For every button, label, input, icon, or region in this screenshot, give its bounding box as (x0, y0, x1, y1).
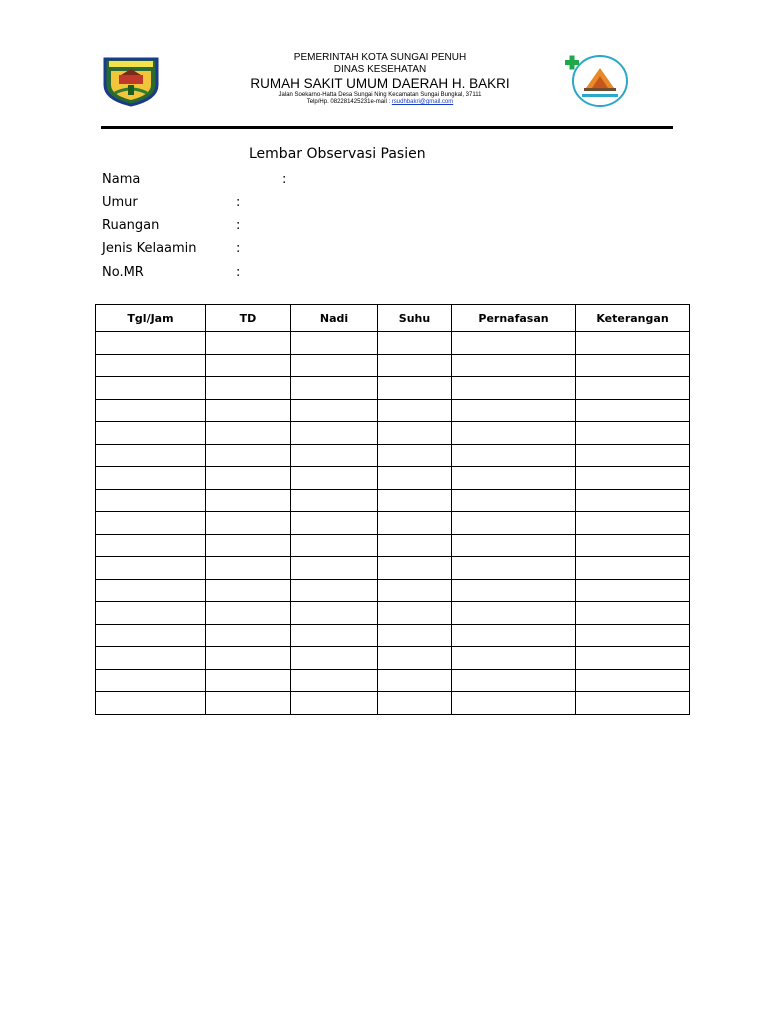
table-row (96, 489, 690, 512)
table-cell (206, 512, 291, 535)
table-row (96, 692, 690, 715)
department-line: DINAS KESEHATAN (333, 64, 427, 75)
table-cell (96, 444, 206, 467)
table-cell (291, 332, 378, 355)
table-cell (206, 422, 291, 445)
table-cell (576, 467, 690, 490)
table-cell (96, 647, 206, 670)
table-cell (378, 512, 452, 535)
email-link[interactable]: rsudhbakri@gmail.com (391, 99, 454, 105)
table-cell (452, 534, 576, 557)
table-cell (452, 399, 576, 422)
table-cell (96, 422, 206, 445)
table-cell (291, 669, 378, 692)
table-cell (291, 444, 378, 467)
table-cell (206, 579, 291, 602)
table-cell (576, 422, 690, 445)
table-cell (576, 557, 690, 580)
table-cell (96, 399, 206, 422)
table-cell (291, 557, 378, 580)
table-cell (576, 669, 690, 692)
table-cell (206, 647, 291, 670)
table-cell (291, 579, 378, 602)
table-cell (452, 647, 576, 670)
table-cell (378, 444, 452, 467)
table-row (96, 512, 690, 535)
table-cell (291, 647, 378, 670)
page-title: Lembar Observasi Pasien (249, 146, 426, 162)
hospital-logo-icon (564, 54, 630, 108)
table-row (96, 669, 690, 692)
table-cell (206, 354, 291, 377)
government-line: PEMERINTAH KOTA SUNGAI PENUH (293, 52, 467, 63)
table-cell (576, 692, 690, 715)
table-body (96, 332, 690, 715)
table-cell (291, 399, 378, 422)
letterhead (230, 52, 530, 106)
table-cell (96, 489, 206, 512)
table-cell (452, 422, 576, 445)
table-cell (291, 534, 378, 557)
table-cell (206, 602, 291, 625)
table-cell (96, 534, 206, 557)
table-cell (378, 422, 452, 445)
table-cell (206, 534, 291, 557)
table-row (96, 647, 690, 670)
table-row (96, 557, 690, 580)
table-cell (378, 467, 452, 490)
table-cell (206, 692, 291, 715)
table-cell (452, 444, 576, 467)
table-cell (378, 624, 452, 647)
table-cell (291, 624, 378, 647)
table-cell (96, 624, 206, 647)
table-cell (452, 692, 576, 715)
table-cell (96, 332, 206, 355)
table-cell (378, 534, 452, 557)
table-cell (576, 624, 690, 647)
observation-table (95, 304, 690, 715)
contact-line (230, 99, 530, 106)
table-cell (291, 377, 378, 400)
table-cell (378, 669, 452, 692)
field-label-no-mr: No.MR (102, 265, 144, 280)
table-row (96, 579, 690, 602)
table-cell (96, 692, 206, 715)
table-row (96, 444, 690, 467)
table-cell (96, 512, 206, 535)
table-cell (378, 692, 452, 715)
table-cell (452, 377, 576, 400)
table-row (96, 354, 690, 377)
table-cell (291, 422, 378, 445)
table-cell (291, 512, 378, 535)
table-cell (206, 332, 291, 355)
field-colon-umur: : (236, 195, 241, 210)
table-cell (576, 489, 690, 512)
field-label-ruangan: Ruangan (102, 218, 160, 233)
table-cell (576, 647, 690, 670)
table-cell (576, 602, 690, 625)
table-cell (206, 624, 291, 647)
table-cell (452, 332, 576, 355)
table-cell (452, 467, 576, 490)
table-row (96, 602, 690, 625)
table-row (96, 332, 690, 355)
table-cell (206, 669, 291, 692)
table-cell (291, 692, 378, 715)
table-cell (378, 647, 452, 670)
table-cell (576, 512, 690, 535)
table-cell (291, 602, 378, 625)
table-cell (452, 669, 576, 692)
column-header-keterangan: Keterangan (576, 305, 690, 332)
table-cell (378, 557, 452, 580)
table-cell (452, 624, 576, 647)
table-cell (576, 444, 690, 467)
table-header-row (96, 305, 690, 332)
table-row (96, 624, 690, 647)
table-cell (378, 579, 452, 602)
table-cell (96, 377, 206, 400)
table-cell (96, 557, 206, 580)
table-cell (576, 399, 690, 422)
field-colon-ruangan: : (236, 218, 241, 233)
table-cell (206, 467, 291, 490)
field-colon-no-mr: : (236, 265, 241, 280)
table-cell (452, 602, 576, 625)
table-cell (291, 467, 378, 490)
table-cell (96, 579, 206, 602)
table-cell (378, 399, 452, 422)
hospital-name: RUMAH SAKIT UMUM DAERAH H. BAKRI (250, 76, 510, 91)
column-header-tgl-jam: Tgl/Jam (96, 305, 206, 332)
column-header-pernafasan: Pernafasan (452, 305, 576, 332)
field-label-umur: Umur (102, 195, 138, 210)
table-cell (96, 602, 206, 625)
table-row (96, 467, 690, 490)
field-colon-nama: : (282, 172, 287, 187)
table-cell (206, 557, 291, 580)
table-cell (576, 377, 690, 400)
table-cell (378, 354, 452, 377)
table-cell (378, 602, 452, 625)
address-line: Jalan Soekarno-Hatta Desa Sungai Ning Kecamatan Sungai Bungkal, 37111 (278, 92, 482, 98)
table-cell (96, 467, 206, 490)
table-cell (576, 332, 690, 355)
field-label-jenis-kelamin: Jenis Kelaamin (102, 241, 197, 256)
column-header-nadi: Nadi (291, 305, 378, 332)
table-cell (452, 579, 576, 602)
table-cell (452, 512, 576, 535)
table-cell (206, 399, 291, 422)
city-emblem-icon (101, 55, 161, 107)
table-row (96, 534, 690, 557)
field-colon-jenis-kelamin: : (236, 241, 241, 256)
table-cell (452, 557, 576, 580)
table-row (96, 377, 690, 400)
column-header-td: TD (206, 305, 291, 332)
table-cell (291, 489, 378, 512)
table-cell (452, 489, 576, 512)
table-cell (378, 489, 452, 512)
table-cell (576, 534, 690, 557)
table-cell (96, 354, 206, 377)
table-cell (206, 489, 291, 512)
table-cell (206, 377, 291, 400)
table-cell (378, 377, 452, 400)
table-cell (96, 669, 206, 692)
column-header-suhu: Suhu (378, 305, 452, 332)
table-cell (452, 354, 576, 377)
contact-prefix: Telp/Hp. 082281425231e-mail : (306, 99, 392, 105)
table-row (96, 399, 690, 422)
table-row (96, 422, 690, 445)
header-divider (101, 126, 673, 129)
table-cell (291, 354, 378, 377)
field-label-nama: Nama (102, 172, 141, 187)
table-cell (206, 444, 291, 467)
table-cell (576, 579, 690, 602)
table-cell (576, 354, 690, 377)
table-cell (378, 332, 452, 355)
